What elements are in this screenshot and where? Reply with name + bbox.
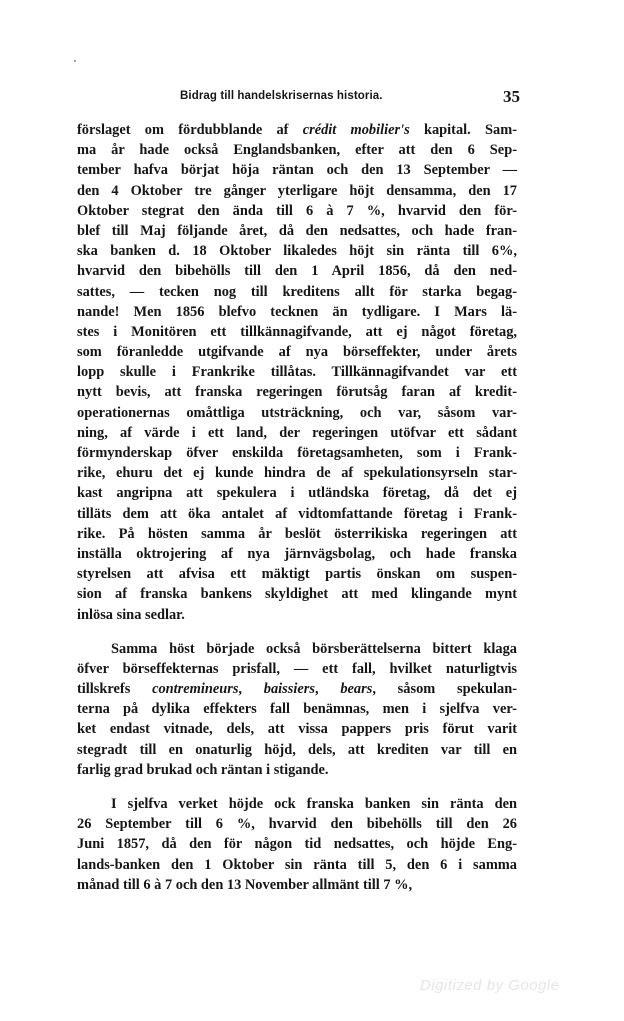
text-line: rike. På hösten samma år beslöt österrikiska regeringen att: [77, 525, 517, 542]
text-line: tillskrefs contremineurs, baissiers, bears, såsom spekulan-: [77, 681, 517, 698]
text-line: tember hafva börjat höja räntan och den 13 September —: [77, 162, 517, 179]
italic-term: bears: [340, 681, 373, 698]
italic-term: baissiers: [263, 681, 315, 698]
text-line: lands-banken den 1 Oktober sin ränta till 5, den 6 i samma: [77, 856, 517, 873]
text-line: ska banken d. 18 Oktober likaledes höjt sin ränta till 6%,: [77, 243, 517, 260]
paragraph-gap: [77, 780, 517, 794]
text-line: ma år hade också Englandsbanken, efter att den 6 Sep-: [77, 142, 517, 159]
text-line: I sjelfva verket höjde ock franska banken sin ränta den: [111, 796, 517, 812]
text-line: terna på dylika effekters fall benämnas, men i sjelfva ver-: [77, 701, 517, 718]
text-line: ning, af värde i ett land, der regeringen utöfvar ett sådant: [77, 424, 517, 441]
text-line: öfver börseffekternas prisfall, — ett fall, hvilket naturligtvis: [77, 660, 517, 677]
page-number: 35: [503, 87, 520, 106]
paragraph: [77, 639, 517, 780]
paragraph-gap: [77, 625, 517, 639]
text-line: nande! Men 1856 blefvo tecknen än tydligare. I Mars lä-: [77, 303, 517, 320]
text-line: Juni 1857, då den för någon tid nedsattes, och höjde Eng-: [77, 836, 517, 853]
text-line: förmynderskap öfver enskilda företagsamheten, som i Frank-: [77, 445, 517, 461]
text-line: operationernas omåttliga utsträckning, och var, såsom var-: [77, 404, 517, 421]
text-line: tilläts dem att öka antalet af vidtomfattande företag i Frank-: [77, 505, 517, 522]
text-line: månad till 6 à 7 och den 13 November allmänt till 7 %,: [77, 876, 413, 893]
paragraph: [77, 794, 517, 895]
text-line: kast angripna att spekulera i utländska företag, då det ej: [77, 485, 517, 502]
stray-ink-mark: [74, 60, 76, 62]
text-line: lopp skulle i Frankrike tillåtas. Tillkännagifvandet var ett: [77, 364, 517, 381]
text-line: styrelsen att afvisa ett mäktigt partis önskan om suspen-: [77, 566, 517, 583]
text-line: stes i Monitören ett tillkännagifvande, att ej något företag,: [77, 323, 517, 340]
italic-term: contremineurs: [152, 681, 239, 698]
italic-term: crédit mobilier's: [302, 122, 410, 138]
text-line: inlösa sina sedlar.: [77, 606, 185, 623]
text-line: förslaget om fördubblande af crédit mobilier's kapital. Sam-: [77, 122, 517, 138]
text-line: rike, ehuru det ej kunde hindra de af spekulationsyrseln star-: [77, 465, 517, 482]
digitizer-watermark: Digitized by Google: [420, 977, 560, 994]
text-line: sattes, — tecken nog till kreditens allt för starka begag-: [77, 283, 517, 300]
text-line: nytt bevis, att franska regeringen förutsåg faran af kredit-: [77, 384, 517, 401]
text-line: Oktober stegrat den ända till 6 à 7 %, hvarvid den för-: [77, 202, 517, 219]
text-line: den 4 Oktober tre gånger yterligare höjt densamma, den 17: [77, 182, 517, 199]
text-line: stegradt till en onaturlig höjd, dels, att krediten var till en: [77, 741, 517, 758]
text-line: Samma höst började också börsberättelserna bittert klaga: [111, 640, 517, 657]
body-text: [77, 120, 517, 895]
text-line: ket endast vitnade, dels, att vissa pappers pris förut varit: [77, 721, 517, 738]
text-line: sion af franska bankens skyldighet att med klingande mynt: [77, 586, 517, 603]
text-line: 26 September till 6 %, hvarvid den bibehölls till den 26: [77, 816, 517, 833]
running-title: Bidrag till handelskrisernas historia.: [180, 90, 383, 102]
text-line: som föranledde utgifvande af nya börseffekter, under årets: [77, 344, 517, 361]
page-header: [180, 89, 520, 111]
text-line: inställa oktrojering af nya järnvägsbolag, och hade franska: [77, 545, 517, 562]
text-line: blef till Maj följande året, då den nedsattes, och hade fran-: [77, 222, 517, 239]
text-line: hvarvid den bibehölls till den 1 April 1856, då den ned-: [77, 263, 517, 280]
paragraph: [77, 120, 517, 625]
text-line: farlig grad brukad och räntan i stigande.: [77, 761, 329, 778]
